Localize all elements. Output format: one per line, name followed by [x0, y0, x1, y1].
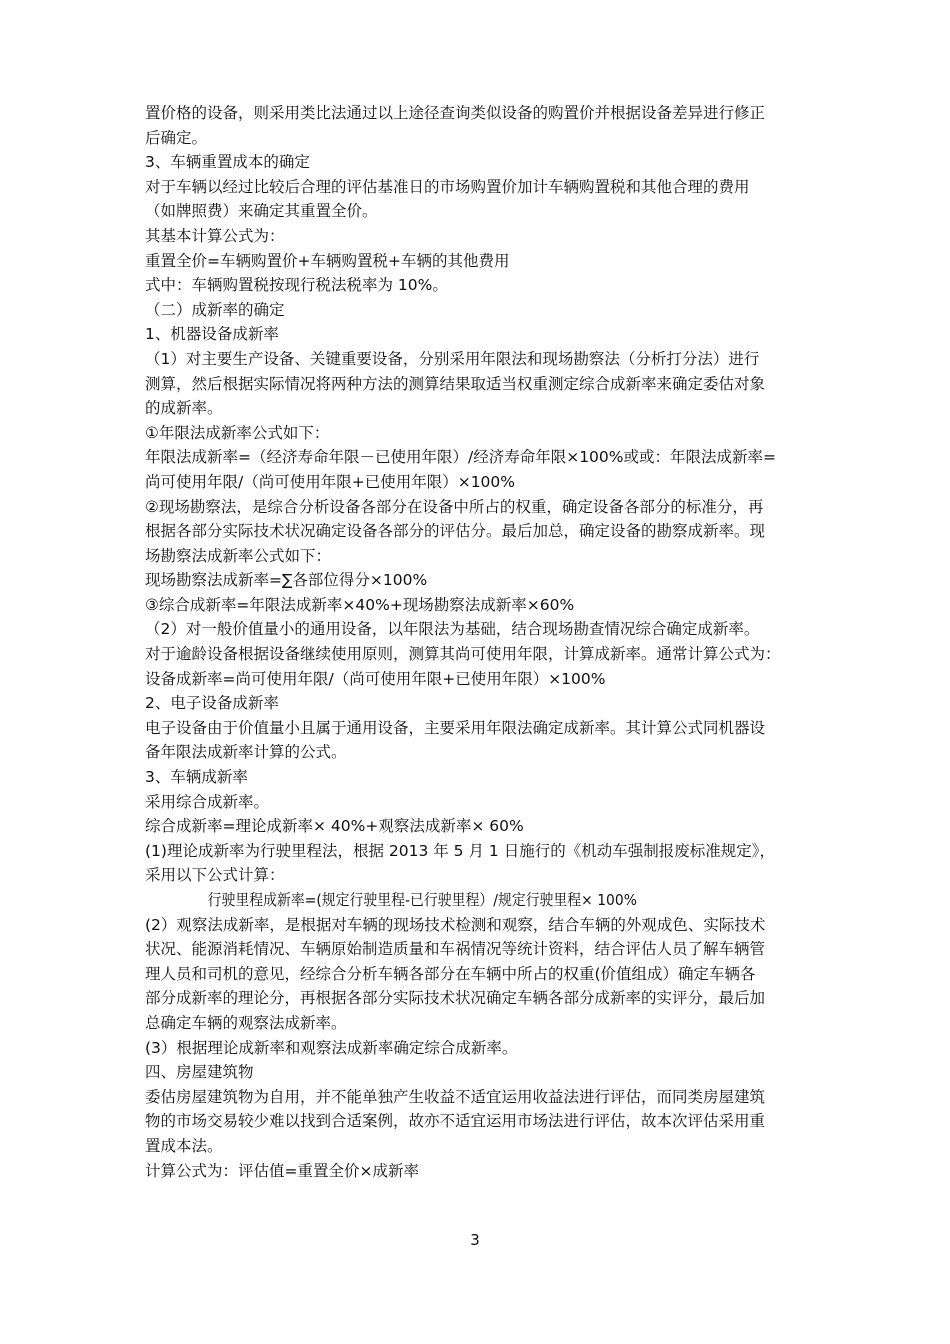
text-line: 其基本计算公式为： [145, 226, 285, 245]
text-line: 备年限法成新率计算的公式。 [145, 743, 347, 762]
section-heading: （二）成新率的确定 [145, 300, 285, 319]
text-line: 的成新率。 [145, 399, 223, 418]
section-heading: 1、机器设备成新率 [145, 325, 279, 344]
text-line: 对于车辆以经过比较后合理的评估基准日的市场购置价加计车辆购置税和其他合理的费用 [145, 177, 750, 196]
text-line: 采用以下公式计算： [145, 866, 285, 885]
formula-line: 现场勘察法成新率=∑各部位得分×100% [145, 571, 428, 590]
section-heading: 2、电子设备成新率 [145, 694, 279, 713]
text-line: 对于逾龄设备根据设备继续使用原则，测算其尚可使用年限，计算成新率。通常计算公式为： [145, 645, 781, 664]
formula-line: ③综合成新率=年限法成新率×40%+现场勘察法成新率×60% [145, 595, 575, 614]
text-line: 置价格的设备，则采用类比法通过以上途径查询类似设备的购置价并根据设备差异进行修正 [145, 104, 766, 122]
section-heading: 3、车辆成新率 [145, 768, 248, 787]
formula-line: 重置全价=车辆购置价+车辆购置税+车辆的其他费用 [145, 251, 510, 270]
formula-line: 年限法成新率=（经济寿命年限－已使用年限）/经济寿命年限×100%或或：年限法成新率= [145, 448, 776, 467]
text-line: 状况、能源消耗情况、车辆原始制造质量和车祸情况等统计资料，结合评估人员了解车辆管 [145, 940, 766, 959]
text-line: (2）观察法成新率，是根据对车辆的现场技术检测和观察，结合车辆的外观成色、实际技术 [145, 915, 766, 934]
formula-line: 尚可使用年限/（尚可使用年限+已使用年限）×100% [145, 472, 516, 491]
section-heading: 四、房屋建筑物 [145, 1063, 254, 1082]
text-line: 电子设备由于价值量小且属于通用设备，主要采用年限法确定成新率。其计算公式同机器设 [145, 718, 766, 737]
text-line: （1）对主要生产设备、关键重要设备，分别采用年限法和现场勘察法（分析打分法）进行 [145, 349, 760, 368]
section-heading: 3、车辆重置成本的确定 [145, 153, 310, 172]
text-line: 式中：车辆购置税按现行税法税率为 10%。 [145, 276, 448, 295]
text-line: 置成本法。 [145, 1136, 223, 1155]
text-line: 场勘察法成新率公式如下： [145, 546, 332, 565]
formula-line: 行驶里程成新率=(规定行驶里程-已行驶里程）/规定行驶里程× 100% [207, 891, 637, 909]
text-line: 部分成新率的理论分，再根据各部分实际技术状况确定车辆各部分成新率的实评分，最后加 [145, 989, 766, 1008]
text-line: ②现场勘察法，是综合分析设备各部分在设备中所占的权重，确定设备各部分的标准分，再 [145, 497, 764, 516]
text-line: （2）对一般价值量小的通用设备，以年限法为基础，结合现场勘查情况综合确定成新率。 [145, 620, 760, 639]
formula-line: 设备成新率=尚可使用年限/（尚可使用年限+已使用年限）×100% [145, 669, 606, 688]
text-line: 后确定。 [145, 128, 208, 147]
text-line: 物的市场交易较少难以找到合适案例，故亦不适宜运用市场法进行评估，故本次评估采用重 [145, 1112, 766, 1131]
text-line: 理人员和司机的意见，经综合分析车辆各部分在车辆中所占的权重(价值组成）确定车辆各 [145, 964, 756, 983]
page-number: 3 [470, 1231, 480, 1249]
document-body [145, 101, 812, 1183]
text-line: （如牌照费）来确定其重置全价。 [145, 202, 378, 221]
formula-line: 综合成新率=理论成新率× 40%+观察法成新率× 60% [145, 817, 524, 836]
text-line: (1)理论成新率为行驶里程法，根据 2013 年 5 月 1 日施行的《机动车强制报废标准规定》， [145, 841, 775, 860]
text-line: 总确定车辆的观察法成新率。 [145, 1013, 347, 1032]
text-line: (3）根据理论成新率和观察法成新率确定综合成新率。 [145, 1038, 518, 1057]
text-line: ①年限法成新率公式如下： [145, 423, 330, 442]
text-line: 委估房屋建筑物为自用，并不能单独产生收益不适宜运用收益法进行评估，而同类房屋建筑 [145, 1087, 766, 1106]
text-line: 根据各部分实际技术状况确定设备各部分的评估分。最后加总，确定设备的勘察成新率。现 [145, 522, 766, 541]
text-line: 测算，然后根据实际情况将两种方法的测算结果取适当权重测定综合成新率来确定委估对象 [145, 374, 766, 393]
formula-line: 计算公式为：评估值=重置全价×成新率 [145, 1161, 419, 1180]
text-line: 采用综合成新率。 [145, 792, 270, 811]
